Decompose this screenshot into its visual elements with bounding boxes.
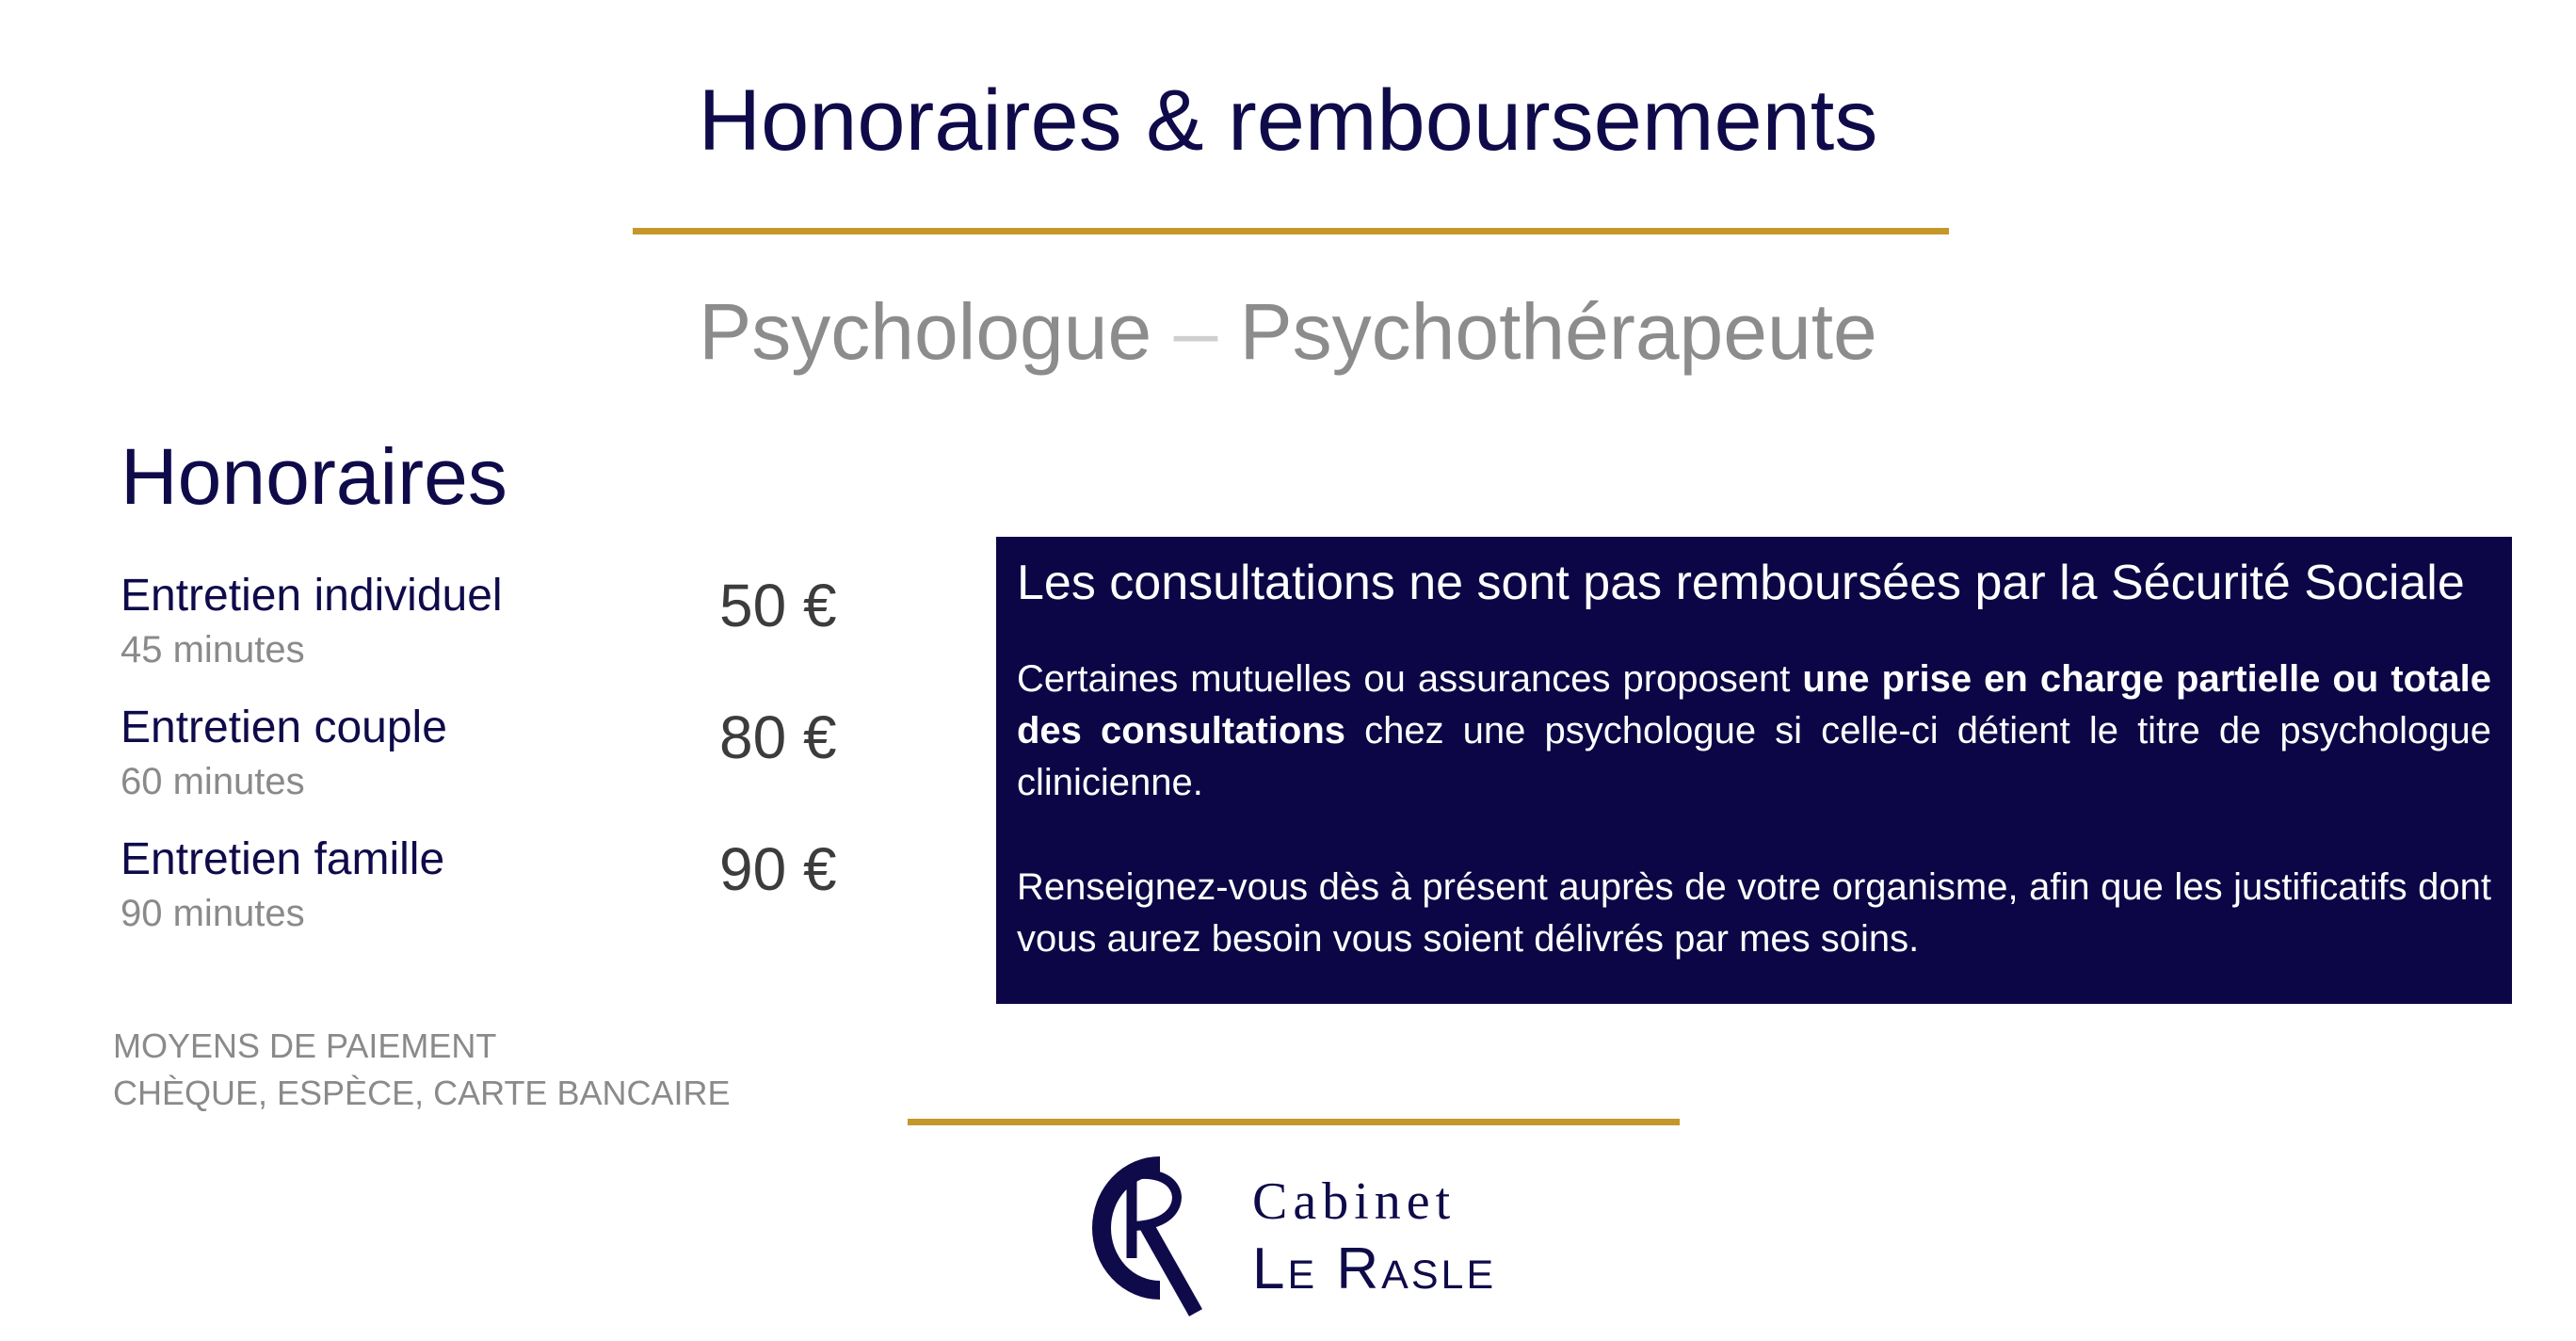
info-p1-end: chez une psychologue si celle-ci détient le titre de psychologue clinicienne.	[1017, 710, 2492, 804]
fee-duration: 60 minutes	[121, 761, 305, 802]
fee-row-couple	[121, 701, 855, 823]
page-subtitle	[0, 288, 2576, 375]
info-paragraph-mutuelles	[1017, 654, 2491, 809]
fee-row-famille	[121, 832, 855, 955]
cr-monogram-icon	[1073, 1153, 1215, 1322]
fee-name: Entretien couple	[121, 703, 447, 752]
subtitle-psychotherapeute: Psychothérapeute	[1239, 287, 1877, 376]
fee-price: 80 €	[719, 703, 837, 771]
payment-label: MOYENS DE PAIEMENT	[113, 1026, 497, 1065]
fee-name: Entretien individuel	[121, 571, 503, 621]
info-heading: Les consultations ne sont pas remboursées par la Sécurité Sociale	[1017, 556, 2465, 610]
info-p1-bold: une prise en charge partielle ou totale des consultations	[1017, 658, 2491, 752]
subtitle-psychologue: Psychologue	[699, 287, 1152, 376]
title-divider	[633, 228, 1949, 234]
fee-price: 90 €	[719, 835, 837, 903]
fee-duration: 45 minutes	[121, 629, 305, 670]
info-paragraph-renseignez: Renseignez-vous dès à présent auprès de votre organisme, afin que les justificatifs dont vous aurez besoin vous soient délivrés par mes soins.	[1017, 866, 2491, 961]
page-title: Honoraires & remboursements	[698, 73, 1878, 169]
cabinet-logo	[1073, 1153, 1506, 1322]
payment-list: CHÈQUE, ESPÈCE, CARTE BANCAIRE	[113, 1074, 731, 1112]
logo-lerasle-text: Le Rasle	[1252, 1236, 1497, 1301]
reimbursement-info-box	[996, 537, 2512, 1004]
subtitle-dash: –	[1173, 287, 1218, 376]
info-p1-start: Certaines mutuelles ou assurances proposent	[1017, 658, 1803, 701]
footer-divider	[908, 1119, 1680, 1125]
logo-cabinet-text: Cabinet	[1252, 1172, 1457, 1231]
fee-duration: 90 minutes	[121, 893, 305, 934]
fee-name: Entretien famille	[121, 834, 445, 884]
payment-methods	[113, 1023, 731, 1117]
fees-heading: Honoraires	[121, 432, 507, 521]
fee-price: 50 €	[719, 572, 837, 639]
fee-row-individuel	[121, 569, 855, 691]
